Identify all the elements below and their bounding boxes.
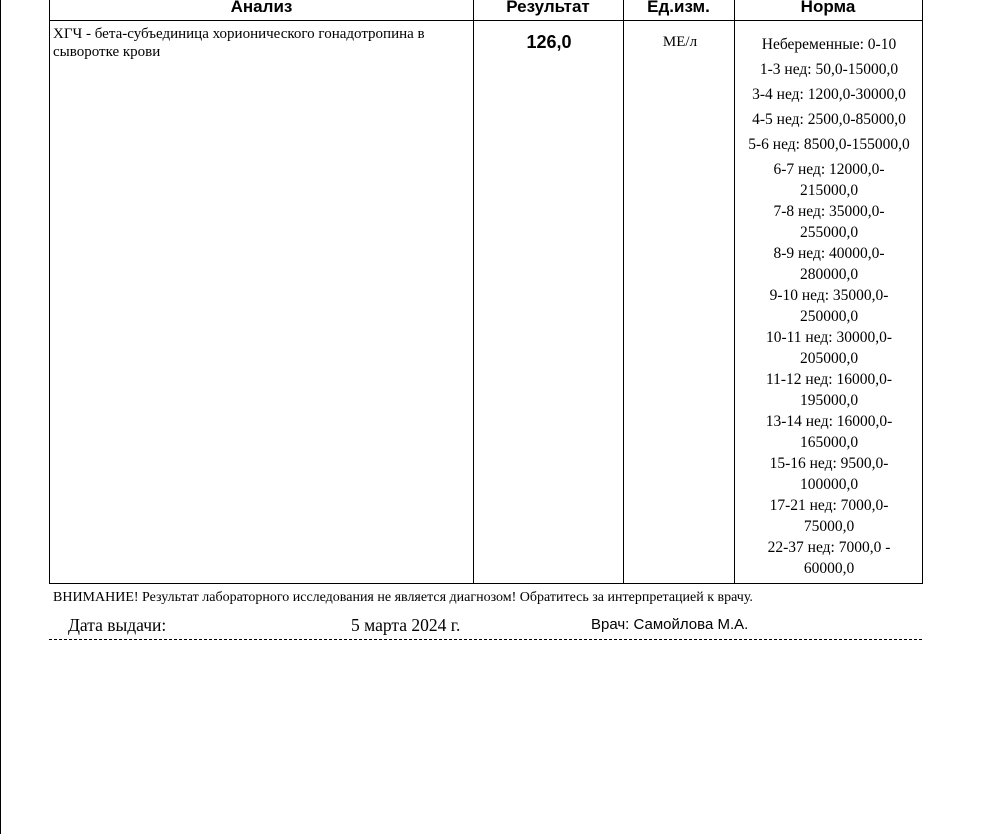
- norm-range: 22-37 нед: 7000,0 - 60000,0: [767, 539, 891, 577]
- doctor-name: Врач: Самойлова М.А.: [591, 616, 749, 633]
- header-divider: [50, 20, 922, 21]
- column-divider: [473, 0, 474, 583]
- norm-range: 10-11 нед: 30000,0-205000,0: [765, 329, 893, 367]
- issue-date-value: 5 марта 2024 г.: [351, 615, 461, 635]
- header-result: Результат: [506, 0, 590, 16]
- header-norm: Норма: [800, 0, 856, 16]
- header-unit: Ед.изм.: [647, 0, 710, 16]
- norm-range: 11-12 нед: 16000,0-195000,0: [765, 371, 893, 409]
- norm-range: 13-14 нед: 16000,0-165000,0: [765, 413, 893, 451]
- analysis-name: ХГЧ - бета-субъединица хорионического гонадотропина в сыворотке крови: [53, 26, 425, 60]
- issue-date-label: Дата выдачи:: [68, 615, 167, 635]
- norm-range: 1-3 нед: 50,0-15000,0: [759, 61, 899, 78]
- norm-range: Небеременные: 0-10: [761, 36, 897, 53]
- column-divider: [734, 0, 735, 583]
- result-unit: МЕ/л: [662, 34, 698, 50]
- norm-range: 6-7 нед: 12000,0-215000,0: [773, 161, 885, 199]
- norm-range: 3-4 нед: 1200,0-30000,0: [752, 86, 906, 103]
- page-edge: [0, 0, 1, 834]
- disclaimer-text: ВНИМАНИЕ! Результат лабораторного исследования не является диагнозом! Обратитесь за интерпретацией к врачу.: [53, 590, 753, 605]
- column-divider: [623, 0, 624, 583]
- norm-range: 5-6 нед: 8500,0-155000,0: [748, 136, 910, 153]
- norm-range: 8-9 нед: 40000,0-280000,0: [773, 245, 885, 283]
- norm-range: 9-10 нед: 35000,0-250000,0: [769, 287, 889, 325]
- norm-range: 7-8 нед: 35000,0-255000,0: [773, 203, 885, 241]
- norm-range: 4-5 нед: 2500,0-85000,0: [752, 111, 906, 128]
- result-value: 126,0: [526, 32, 572, 52]
- norm-range: 17-21 нед: 7000,0-75000,0: [769, 497, 889, 535]
- results-table: [49, 0, 923, 584]
- header-analysis: Анализ: [230, 0, 293, 16]
- dashed-separator: [49, 639, 922, 640]
- norm-range: 15-16 нед: 9500,0-100000,0: [769, 455, 889, 493]
- reference-ranges: [736, 34, 922, 579]
